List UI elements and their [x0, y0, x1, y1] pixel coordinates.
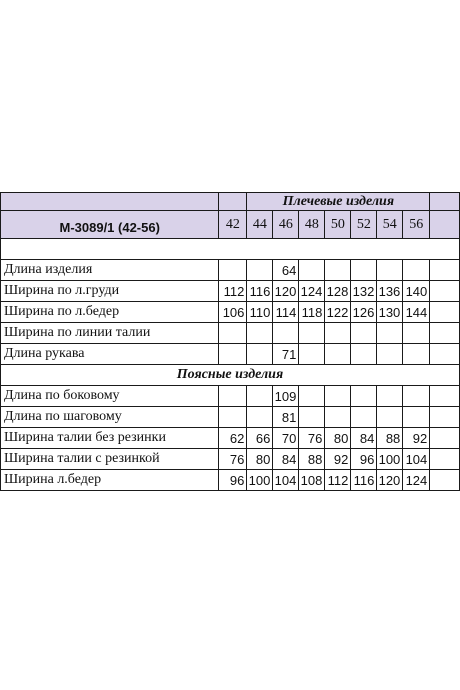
header-corner	[1, 193, 219, 211]
measurement-label: Ширина по л.бедер	[1, 302, 219, 323]
measurement-label: Длина по боковому	[1, 386, 219, 407]
measurement-value	[403, 407, 430, 428]
measurement-value	[351, 260, 377, 281]
measurement-value: 116	[247, 281, 273, 302]
spacer-row	[1, 239, 460, 260]
header-row-sizes	[1, 211, 460, 239]
model-name: M-3089/1 (42-56)	[1, 211, 219, 239]
measurement-label: Длина по шаговому	[1, 407, 219, 428]
measurement-value	[377, 260, 403, 281]
measurement-value	[403, 386, 430, 407]
measurement-value	[219, 386, 247, 407]
measurement-value: 106	[219, 302, 247, 323]
row-edge-cell	[430, 428, 460, 449]
measurement-value: 124	[403, 470, 430, 491]
measurement-value	[219, 344, 247, 365]
measurement-value: 100	[377, 449, 403, 470]
measurement-value	[247, 323, 273, 344]
measurement-value: 120	[273, 281, 299, 302]
size-header: 46	[273, 211, 299, 239]
measurement-label: Ширина л.бедер	[1, 470, 219, 491]
row-edge-cell	[430, 386, 460, 407]
measurement-row	[1, 407, 460, 428]
measurement-value: 140	[403, 281, 430, 302]
measurement-row	[1, 302, 460, 323]
measurement-value: 108	[299, 470, 325, 491]
measurement-value: 120	[377, 470, 403, 491]
measurement-value	[377, 323, 403, 344]
measurement-value: 104	[273, 470, 299, 491]
measurement-value	[351, 407, 377, 428]
measurement-value: 116	[351, 470, 377, 491]
measurement-value: 128	[325, 281, 351, 302]
size-header: 50	[325, 211, 351, 239]
measurement-row	[1, 428, 460, 449]
measurement-value: 76	[299, 428, 325, 449]
measurement-value: 80	[325, 428, 351, 449]
measurement-value: 92	[325, 449, 351, 470]
measurement-value: 124	[299, 281, 325, 302]
measurement-value: 62	[219, 428, 247, 449]
measurement-value	[247, 260, 273, 281]
measurement-value: 76	[219, 449, 247, 470]
measurement-value	[403, 344, 430, 365]
measurement-value	[299, 323, 325, 344]
measurement-value	[351, 386, 377, 407]
measurement-value: 70	[273, 428, 299, 449]
measurement-value	[325, 344, 351, 365]
measurement-value: 66	[247, 428, 273, 449]
measurement-value: 88	[299, 449, 325, 470]
measurement-value	[219, 407, 247, 428]
measurement-value	[247, 407, 273, 428]
measurement-row	[1, 323, 460, 344]
measurement-value: 112	[219, 281, 247, 302]
measurement-value: 144	[403, 302, 430, 323]
measurement-value	[247, 386, 273, 407]
measurement-value: 100	[247, 470, 273, 491]
measurement-value: 122	[325, 302, 351, 323]
row-edge-cell	[430, 344, 460, 365]
measurement-value	[377, 386, 403, 407]
measurement-value: 84	[273, 449, 299, 470]
measurement-value: 96	[351, 449, 377, 470]
spacer-cell	[1, 239, 460, 260]
measurement-value	[325, 260, 351, 281]
bottom-group-title: Поясные изделия	[1, 365, 460, 386]
size-header: 48	[299, 211, 325, 239]
size-header: 56	[403, 211, 430, 239]
measurement-value: 118	[299, 302, 325, 323]
row-edge-cell	[430, 260, 460, 281]
measurement-value	[351, 323, 377, 344]
measurement-value	[377, 344, 403, 365]
measurement-value: 84	[351, 428, 377, 449]
measurement-value: 136	[377, 281, 403, 302]
measurement-value: 114	[273, 302, 299, 323]
measurement-value: 92	[403, 428, 430, 449]
measurement-value: 104	[403, 449, 430, 470]
measurement-label: Ширина по л.груди	[1, 281, 219, 302]
row-edge-cell	[430, 470, 460, 491]
measurement-value: 112	[325, 470, 351, 491]
measurement-label: Длина рукава	[1, 344, 219, 365]
measurement-value: 64	[273, 260, 299, 281]
measurement-label: Длина изделия	[1, 260, 219, 281]
measurement-value: 110	[247, 302, 273, 323]
header-spacer-cell	[219, 193, 247, 211]
measurement-value	[351, 344, 377, 365]
measurement-value	[219, 323, 247, 344]
measurement-row	[1, 260, 460, 281]
measurement-value: 71	[273, 344, 299, 365]
measurement-value: 109	[273, 386, 299, 407]
measurement-value	[403, 323, 430, 344]
measurement-value	[403, 260, 430, 281]
header-edge-cell	[430, 211, 460, 239]
measurement-value: 130	[377, 302, 403, 323]
measurement-label: Ширина талии с резинкой	[1, 449, 219, 470]
measurement-value	[299, 344, 325, 365]
measurement-value: 132	[351, 281, 377, 302]
measurement-value	[325, 407, 351, 428]
size-chart-table	[0, 192, 460, 491]
measurement-value	[299, 407, 325, 428]
measurement-row	[1, 344, 460, 365]
measurement-value	[219, 260, 247, 281]
measurement-label: Ширина по линии талии	[1, 323, 219, 344]
measurement-value: 81	[273, 407, 299, 428]
row-edge-cell	[430, 281, 460, 302]
measurement-row	[1, 449, 460, 470]
measurement-value	[325, 386, 351, 407]
measurement-value	[247, 344, 273, 365]
size-header: 42	[219, 211, 247, 239]
measurement-value	[325, 323, 351, 344]
measurement-value: 126	[351, 302, 377, 323]
top-group-title: Плечевые изделия	[247, 193, 430, 211]
measurement-value	[273, 323, 299, 344]
measurement-value	[377, 407, 403, 428]
row-edge-cell	[430, 407, 460, 428]
measurement-value: 96	[219, 470, 247, 491]
group-row-bottom	[1, 365, 460, 386]
row-edge-cell	[430, 323, 460, 344]
header-row-group	[1, 193, 460, 211]
measurement-row	[1, 281, 460, 302]
row-edge-cell	[430, 302, 460, 323]
row-edge-cell	[430, 449, 460, 470]
header-edge-cell	[430, 193, 460, 211]
size-header: 52	[351, 211, 377, 239]
measurement-value: 88	[377, 428, 403, 449]
measurement-label: Ширина талии без резинки	[1, 428, 219, 449]
size-header: 54	[377, 211, 403, 239]
measurement-value: 80	[247, 449, 273, 470]
measurement-row	[1, 386, 460, 407]
size-header: 44	[247, 211, 273, 239]
measurement-value	[299, 386, 325, 407]
measurement-row	[1, 470, 460, 491]
measurement-value	[299, 260, 325, 281]
